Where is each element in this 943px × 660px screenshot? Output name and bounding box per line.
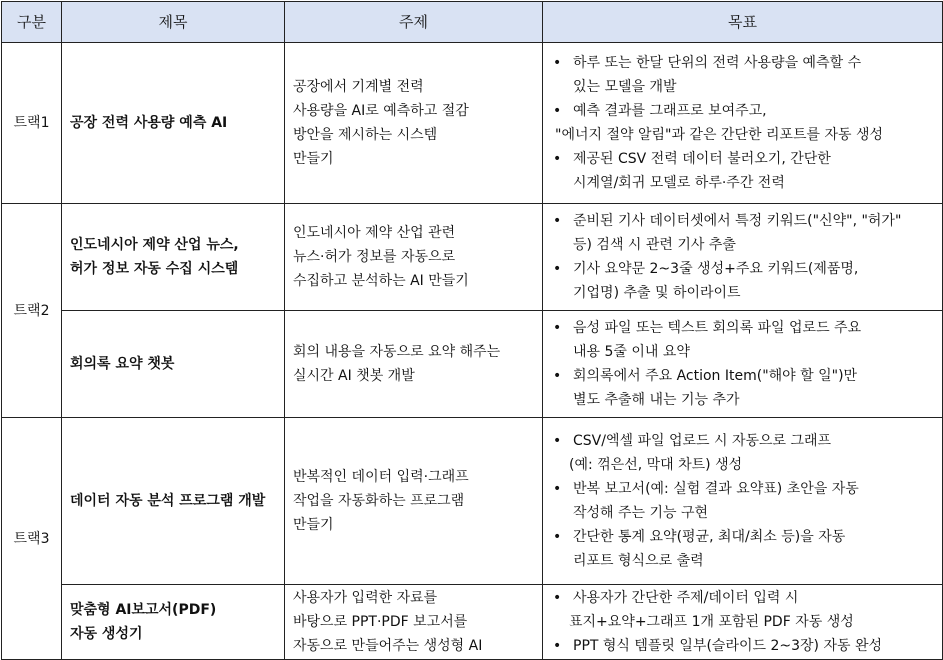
goal-item-continued: 별도 추출해 내는 기능 추가 [573, 392, 740, 408]
table-row [2, 311, 943, 418]
goal-item-continued: 작성해 주는 기능 구현 [573, 505, 709, 521]
goal-item-continued: 표지+요약+그래프 1개 포함된 PDF 자동 생성 [569, 614, 854, 630]
topic-cell [285, 204, 543, 311]
topic-cell [285, 311, 543, 418]
topic-line: 반복적인 데이터 입력·그래프 [293, 469, 469, 485]
title-cell [62, 311, 285, 418]
title-line: 허가 정보 자동 수집 시스템 [70, 261, 239, 277]
header-title: 제목 [62, 2, 285, 43]
title-line: 인도네시아 제약 산업 뉴스, [70, 237, 239, 253]
goal-list [543, 429, 942, 573]
title-cell [62, 585, 285, 660]
goal-item: • 준비된 기사 데이터셋에서 특정 키워드("신약", "허가" [543, 209, 938, 233]
topic-line: 수집하고 분석하는 AI 만들기 [293, 273, 469, 289]
goal-item: • 음성 파일 또는 텍스트 회의록 파일 업로드 주요 [543, 316, 938, 340]
goal-item-continued: 등) 검색 시 관련 기사 추출 [573, 237, 736, 253]
title-cell [62, 418, 285, 585]
table-header-row [2, 2, 943, 43]
goal-item-continued: 시계열/회귀 모델로 하루·주간 전력 [573, 175, 785, 191]
topic-line: 만들기 [293, 151, 334, 167]
topic-line: 실시간 AI 챗봇 개발 [293, 368, 415, 384]
goal-cell [543, 204, 943, 311]
title-line: 맞춤형 AI보고서(PDF) [70, 602, 217, 618]
title-line: 회의록 요약 챗봇 [70, 356, 175, 372]
title-line: 공장 전력 사용량 예측 AI [70, 115, 228, 131]
topic-line: 사용량을 AI로 예측하고 절감 [293, 103, 469, 119]
header-topic: 주제 [285, 2, 543, 43]
title-cell [62, 204, 285, 311]
table-row [2, 204, 943, 311]
goal-cell [543, 311, 943, 418]
title-cell [62, 43, 285, 204]
track-cell: 트랙1 [2, 43, 62, 204]
curriculum-table [1, 1, 943, 660]
track-cell: 트랙3 [2, 418, 62, 660]
title-line: 자동 생성기 [70, 626, 143, 642]
header-track: 구분 [2, 2, 62, 43]
goal-item: • 하루 또는 한달 단위의 전력 사용량을 예측할 수 [543, 51, 938, 75]
goal-cell [543, 43, 943, 204]
topic-line: 인도네시아 제약 산업 관련 [293, 225, 456, 241]
topic-line: 만들기 [293, 517, 334, 533]
goal-cell [543, 585, 943, 660]
goal-item: • PPT 형식 템플릿 일부(슬라이드 2~3장) 자동 완성 [543, 634, 938, 658]
header-goal: 목표 [543, 2, 943, 43]
goal-item: • 제공된 CSV 전력 데이터 불러오기, 간단한 [543, 147, 938, 171]
topic-line: 자동으로 만들어주는 생성형 AI [293, 638, 483, 654]
topic-line: 뉴스·허가 정보를 자동으로 [293, 249, 456, 265]
goal-item: • CSV/엑셀 파일 업로드 시 자동으로 그래프 [543, 429, 938, 453]
goal-item: • 사용자가 간단한 주제/데이터 입력 시 [543, 586, 938, 610]
goal-item-continued: "에너지 절약 알림"과 같은 간단한 리포트를 자동 생성 [555, 127, 884, 143]
title-line: 데이터 자동 분석 프로그램 개발 [70, 493, 266, 509]
goal-list [543, 316, 942, 412]
goal-list [543, 586, 942, 658]
goal-item: • 회의록에서 주요 Action Item("해야 할 일")만 [543, 364, 938, 388]
topic-line: 공장에서 기계별 전력 [293, 79, 424, 95]
table-row [2, 43, 943, 204]
goal-item-continued: (예: 꺾은선, 막대 차트) 생성 [569, 457, 743, 473]
topic-line: 회의 내용을 자동으로 요약 해주는 [293, 344, 501, 360]
goal-item: • 반복 보고서(예: 실험 결과 요약표) 초안을 자동 [543, 477, 938, 501]
topic-line: 바탕으로 PPT·PDF 보고서를 [293, 614, 468, 630]
topic-line: 작업을 자동화하는 프로그램 [293, 493, 465, 509]
track-cell: 트랙2 [2, 204, 62, 418]
goal-list [543, 51, 942, 195]
goal-cell [543, 418, 943, 585]
goal-item-continued: 내용 5줄 이내 요약 [573, 344, 690, 360]
goal-item-continued: 있는 모델을 개발 [573, 79, 677, 95]
topic-line: 사용자가 입력한 자료를 [293, 590, 438, 606]
goal-item: • 기사 요약문 2~3줄 생성+주요 키워드(제품명, [543, 257, 938, 281]
table-row [2, 418, 943, 585]
goal-item: • 간단한 통계 요약(평균, 최대/최소 등)을 자동 [543, 525, 938, 549]
topic-cell [285, 43, 543, 204]
topic-line: 방안을 제시하는 시스템 [293, 127, 438, 143]
table-row [2, 585, 943, 660]
goal-item-continued: 기업명) 추출 및 하이라이트 [573, 285, 741, 301]
goal-item: • 예측 결과를 그래프로 보여주고, [543, 99, 938, 123]
topic-cell [285, 585, 543, 660]
goal-item-continued: 리포트 형식으로 출력 [573, 553, 704, 569]
goal-list [543, 209, 942, 305]
topic-cell [285, 418, 543, 585]
